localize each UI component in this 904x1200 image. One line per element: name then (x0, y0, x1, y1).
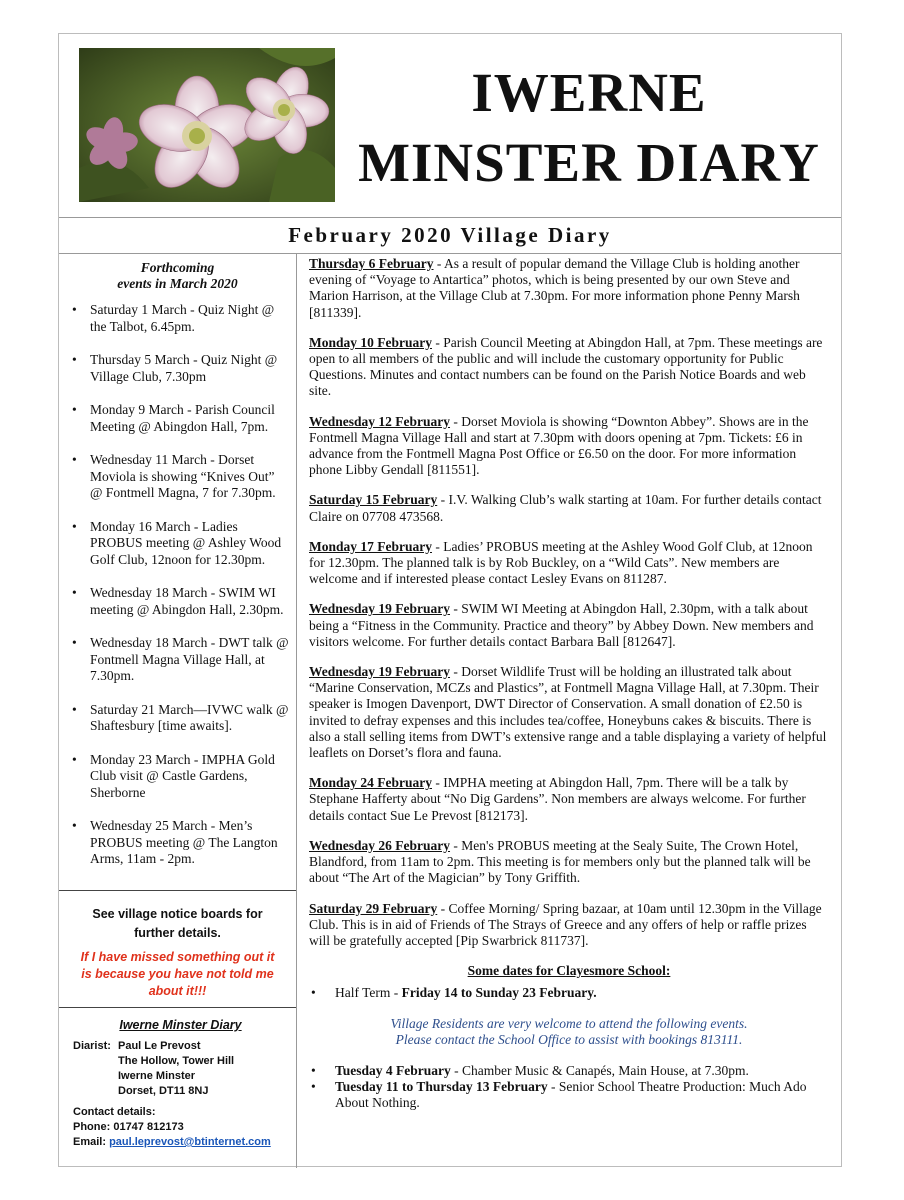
school-heading: Some dates for Clayesmore School: (467, 963, 671, 979)
entry-date: Wednesday 26 February (309, 837, 451, 853)
march-event-item (59, 352, 296, 385)
march-event-item (59, 402, 296, 435)
march-event-text: Thursday 5 March - Quiz Night @ Village Club, 7.30pm (90, 352, 278, 384)
february-entries (309, 256, 829, 949)
school-event-item (309, 1079, 829, 1111)
march-event-text: Wednesday 25 March - Men’s PROBUS meeting @ The Langton Arms, 11am - 2pm. (90, 818, 278, 866)
newsletter-title (339, 58, 839, 198)
diarist-street: The Hollow, Tower Hill (118, 1055, 235, 1067)
march-event-text: Wednesday 11 March - Dorset Moviola is showing “Knives Out” @ Fontmell Magna, 7 for 7.30pm. (90, 452, 276, 500)
entry-text: - Parish Council Meeting at Abingdon Hall, at 7pm. These meetings are open to all members of the public and will include the customary opportunity for Public Questions. Minutes and contact numbers can be found on the Parish Notice Boards and web site. (309, 334, 823, 399)
entry-text: - Ladies’ PROBUS meeting at the Ashley Wood Golf Club, at 12noon for 12.30pm. The planned talk is by Rob Buckley, on a “Wild Cats”. New members are welcome and if interested please contact Lesley Evans on 811287. (309, 538, 813, 587)
entry-date: Saturday 15 February (309, 492, 438, 508)
march-event-text: Saturday 1 March - Quiz Night @ the Talbot, 6.45pm. (90, 302, 275, 334)
school-event-text: - Senior School Theatre Production: Much Ado About Nothing. (335, 1079, 807, 1111)
bullet-icon: • (311, 1063, 316, 1079)
title-line-2: MINSTER DIARY (358, 132, 820, 193)
school-event-item (309, 1063, 829, 1079)
newsletter-page (58, 33, 842, 1167)
march-events-list (59, 302, 296, 868)
diary-entry (309, 838, 829, 887)
march-event-text: Wednesday 18 March - DWT talk @ Fontmell Magna Village Hall, at 7.30pm. (90, 635, 289, 683)
entry-date: Monday 17 February (309, 538, 432, 554)
school-note-line-1: Village Residents are very welcome to attend the following events. (390, 1016, 748, 1032)
missed-text: If I have missed something out it is because you have not told me about it!!! (80, 950, 275, 998)
school-events-list (309, 1063, 829, 1111)
school-note (309, 1016, 829, 1048)
march-event-item (59, 702, 296, 735)
school-event-date: Tuesday 11 to Thursday 13 February (335, 1079, 548, 1095)
entry-date: Wednesday 12 February (309, 413, 451, 429)
diarist-name: Paul Le Prevost (118, 1040, 201, 1052)
entry-date: Monday 24 February (309, 775, 432, 791)
half-term-label: Half Term - (335, 985, 402, 1001)
contact-block (73, 1018, 288, 1150)
half-term-item (309, 985, 829, 1001)
march-event-item (59, 635, 296, 685)
email-link[interactable]: paul.leprevost@btinternet.com (109, 1136, 271, 1148)
contact-email-row (73, 1135, 288, 1150)
bullet-icon: • (72, 518, 77, 534)
bullet-icon: • (72, 302, 77, 317)
diarist-village: Iwerne Minster (118, 1070, 196, 1082)
main-column (309, 256, 829, 1111)
march-event-text: Monday 9 March - Parish Council Meeting @ Abingdon Hall, 7pm. (90, 402, 275, 434)
entry-text: - Men's PROBUS meeting at the Sealy Suite, The Crown Hotel, Blandford, from 11am to 2pm. This meeting is for members only but the planned talk will be about “The Art of the Magician” by Tony Griffith. (309, 837, 811, 886)
bullet-icon: • (311, 985, 316, 1001)
divider-top (59, 217, 841, 218)
diary-subtitle: February 2020 Village Diary (288, 223, 612, 247)
diary-entry (309, 335, 829, 400)
school-event-date: Tuesday 4 February (335, 1063, 451, 1079)
bullet-icon: • (72, 352, 77, 367)
bullet-icon: • (72, 402, 77, 417)
diarist-label: Diarist: (73, 1040, 111, 1052)
march-event-item (59, 752, 296, 802)
diary-entry (309, 492, 829, 524)
sidebar (59, 254, 297, 1168)
entry-text: - I.V. Walking Club’s walk starting at 10am. For further details contact Claire on 07708 473568. (309, 492, 822, 524)
diary-entry (309, 414, 829, 479)
entry-text: - As a result of popular demand the Village Club is holding another evening of “Voyage to Antartica” photos, which is being presented by our own Steve and Marion Harrison, at the Village Club at 7.30pm. For more information phone Penny Marsh [811339]. (309, 256, 800, 320)
email-label: Email: (73, 1136, 107, 1148)
entry-text: - Coffee Morning/ Spring bazaar, at 10am until 12.30pm in the Village Club. This is in aid of Friends of The Strays of Greece and any offers of help or raffle prizes will be gratefully accepted [Pip Swarbrick 811737]. (309, 900, 822, 948)
half-term-dates: Friday 14 to Sunday 23 February. (401, 985, 597, 1001)
bullet-icon: • (311, 1079, 316, 1095)
diary-entry (309, 775, 829, 824)
diarist-row (73, 1039, 288, 1099)
march-event-item (59, 519, 296, 569)
diary-entry (309, 256, 829, 321)
contact-title: Iwerne Minster Diary (119, 1018, 242, 1032)
contact-details-label: Contact details: (73, 1106, 156, 1118)
march-event-text: Monday 23 March - IMPHA Gold Club visit @ Castle Gardens, Sherborne (90, 751, 275, 800)
bullet-icon: • (72, 635, 77, 650)
entry-date: Monday 10 February (309, 334, 432, 350)
sidebar-heading (59, 260, 296, 292)
bullet-icon: • (72, 818, 77, 833)
half-term-list (309, 985, 829, 1001)
title-line-1: IWERNE (471, 62, 707, 123)
bullet-icon: • (72, 751, 77, 767)
sidebar-heading-line-2: events in March 2020 (117, 276, 238, 291)
hellebore-photo (79, 48, 335, 202)
bullet-icon: • (72, 585, 77, 600)
entry-date: Wednesday 19 February (309, 601, 451, 617)
entry-date: Thursday 6 February (309, 256, 434, 271)
diary-entry (309, 901, 829, 950)
diarist-address (118, 1039, 234, 1099)
march-event-text: Monday 16 March - Ladies PROBUS meeting @ Ashley Wood Golf Club, 12noon for 12.30pm. (90, 518, 282, 567)
notice-text: See village notice boards for further details. (92, 907, 263, 940)
bullet-icon: • (72, 452, 77, 467)
diary-entry (309, 539, 829, 588)
school-event-text: - Chamber Music & Canapés, Main House, at 7.30pm. (450, 1063, 749, 1079)
notice-box (59, 890, 296, 1008)
bullet-icon: • (72, 701, 77, 717)
entry-date: Wednesday 19 February (309, 664, 451, 680)
march-event-text: Wednesday 18 March - SWIM WI meeting @ Abingdon Hall, 2.30pm. (90, 585, 284, 617)
march-event-item (59, 585, 296, 618)
entry-text: - Dorset Moviola is showing “Downton Abbey”. Shows are in the Fontmell Magna Village Hall and start at 7.30pm with doors opening at 7pm. Tickets: £6 in advance from the Fontmell Magna Post Office or £6.50 on the door. For more information phone Libby Gendall [811551]. (309, 413, 809, 478)
entry-text: - SWIM WI Meeting at Abingdon Hall, 2.30pm, with a talk about being a “Fitness in the Community. Practice and theory” by Abbey Down. New members and visitors welcome. For further details contact Barbara Ball [812647]. (309, 601, 814, 649)
school-note-line-2: Please contact the School Office to assist with bookings 813111. (395, 1032, 743, 1048)
entry-text: - IMPHA meeting at Abingdon Hall, 7pm. There will be a talk by Stephane Hafferty about “No Dig Gardens”. Non members are always welcome. For further details contact Sue Le Prevost [812173]. (309, 775, 806, 823)
march-event-text: Saturday 21 March—IVWC walk @ Shaftesbury [time awaits]. (90, 701, 289, 733)
contact-phone: Phone: 01747 812173 (73, 1121, 184, 1133)
diarist-postcode: Dorset, DT11 8NJ (118, 1085, 209, 1097)
diary-entry (309, 664, 829, 761)
entry-text: - Dorset Wildlife Trust will be holding an illustrated talk about “Marine Conservation, MCZs and Plastics”, at Fontmell Magna Village Hall, at 7.30pm. Their speaker is Imogen Davenport, DWT Director of Conservation. A small donation of £2.50 is invited to defray expenses and this includes tea/coffee, Honeybuns cakes & biscuits. There is also a stall selling items from DWT’s extensive range and a table displaying a variety of helpful leaflets on Dorset’s flora and fauna. (309, 664, 827, 761)
entry-date: Saturday 29 February (309, 900, 438, 916)
diary-entry (309, 601, 829, 650)
march-event-item (59, 818, 296, 868)
march-event-item (59, 302, 296, 335)
march-event-item (59, 452, 296, 502)
sidebar-heading-line-1: Forthcoming (140, 260, 215, 275)
